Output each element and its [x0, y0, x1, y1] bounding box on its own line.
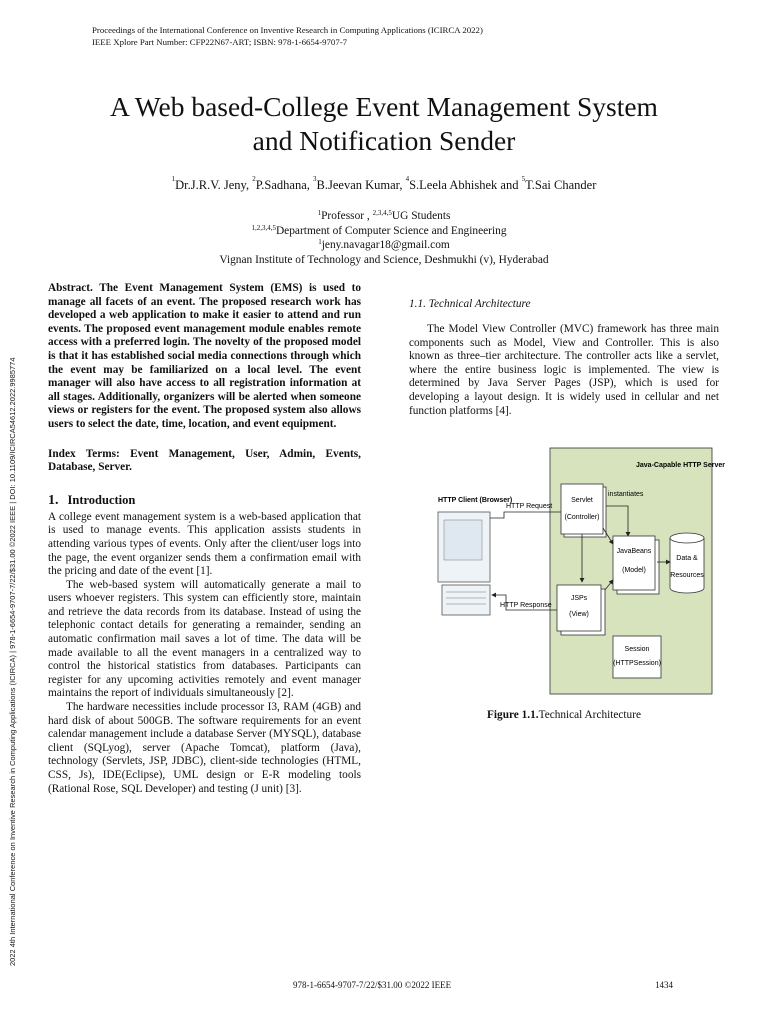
section-number: 1.	[48, 492, 59, 508]
author-sup: 4	[405, 175, 410, 183]
title-line-2: and Notification Sender	[252, 125, 516, 156]
server-label: Java-Capable HTTP Server	[636, 462, 725, 469]
affil-sup: 1,2,3,4,5	[251, 223, 276, 232]
proceedings-line-1: Proceedings of the International Conference on Inventive Research in Computing Applications (ICIRCA 2022)	[92, 25, 483, 35]
servlet-sublabel: (Controller)	[564, 514, 600, 521]
intro-paragraph: The web-based system will automatically generate a mail to users whoever registers. This system can efficiently store, maintain and retrieve the data records from its database. Instead of using the telephonic contact details for generating a remainder, sending an automatic confirmation mail saves a lot of time. The data will be made available to all the event managers in a centralized way to control the historical statistics from databases. Participants can register for any upcoming activities remotely and event manager maintains the report of individuals simultaneously [2].	[48, 578, 361, 700]
data-sublabel: Resources	[670, 572, 704, 579]
affil-text: UG Students	[391, 210, 451, 222]
affil-sup: 1	[318, 238, 322, 246]
intro-paragraph: A college event management system is a web-based application that is used to manage events. This application assists students in attending various types of events. Only after the client/user logs into the page, the event organizer sends them a confirmation email with the pricing and date of the event [1].	[48, 510, 361, 578]
figure-number: Figure 1.1.	[487, 709, 539, 721]
abstract: Abstract. The Event Management System (EMS) is used to manage all facets of an event. The proposed research work has developed a web application to make it easier to attend and run events. The proposed event management module enables remote access with a preferred login. The novelty of the proposed model is that it has established social media connections through which the event may be familiarized on a local level. The event manager will also have access to all registration information at all stages. Additionally, organizers will be alerted when someone views or registers for the event. The proposed system also allows users to select the date, time, location, and event equipment.	[48, 282, 361, 430]
javabeans-label: JavaBeans	[616, 548, 652, 555]
author-name: S.Leela Abhishek and	[409, 178, 522, 192]
affil-sup: 2,3,4,5	[372, 209, 392, 217]
figure-caption-text: Technical Architecture	[538, 709, 641, 721]
paper-title	[40, 90, 728, 158]
proceedings-line-2: IEEE Xplore Part Number: CFP22N67-ART; ISBN: 978-1-6654-9707-7	[92, 37, 348, 47]
page-number: 1434	[655, 980, 673, 990]
affil-sup: 1	[317, 209, 322, 217]
intro-paragraph: The hardware necessities include processor I3, RAM (4GB) and hard disk of about 500GB. The software requirements for an event calendar management include a database Server (MYSQL), database client (SQLyog), server (Apache Tomcat), platform (Java), technology (Servlets, JSP, JDBC), client-side technologies (HTML, CSS, Js), IDE(Eclipse), UML design or E-R modeling tools (Rational Rose, SQL Developer) and testing (J unit) [3].	[48, 701, 361, 795]
client-computer-icon	[438, 512, 490, 615]
index-terms: Index Terms: Event Management, User, Admin, Events, Database, Server.	[48, 447, 361, 474]
author-sup: 5	[521, 175, 526, 183]
author-sup: 3	[313, 175, 317, 183]
affiliation-department	[30, 224, 728, 239]
author-sup: 2	[252, 175, 256, 183]
affil-text: Department of Computer Science and Engineering	[275, 224, 507, 237]
session-sublabel: (HTTPSession)	[613, 660, 661, 667]
architecture-paragraph: The Model View Controller (MVC) framework has three main components such as Model, View and Controller. This is also known as three–tier architecture. The controller acts like a servlet, where the entire business logic is implemented. The view is determined by Java Server Pages (JSP), which is used for developing a layout design. It is widely used in cellular and net function platforms [4].	[409, 323, 719, 417]
jsps-sublabel: (View)	[569, 611, 589, 618]
architecture-diagram	[430, 440, 725, 698]
database-icon	[670, 533, 704, 593]
data-label: Data &	[676, 555, 698, 562]
response-label: HTTP Response	[500, 602, 552, 609]
affiliation-block	[40, 209, 728, 267]
title-line-1: A Web based-College Event Management System	[110, 91, 658, 122]
session-box	[613, 636, 661, 678]
author-list	[40, 175, 728, 193]
javabeans-sublabel: (Model)	[622, 567, 646, 574]
affil-text: jeny.navagar18@gmail.com	[321, 239, 450, 251]
subsection-heading: 1.1. Technical Architecture	[409, 298, 531, 310]
affil-text: Professor ,	[321, 210, 373, 222]
affiliation-email	[40, 238, 728, 253]
jsps-label: JSPs	[570, 595, 588, 602]
author-name: Dr.J.R.V. Jeny,	[175, 178, 253, 192]
instantiates-label: instantiates	[608, 491, 644, 498]
client-label: HTTP Client (Browser)	[438, 497, 513, 504]
right-column	[409, 298, 719, 418]
servlet-label: Servlet	[571, 497, 593, 504]
request-label: HTTP Request	[506, 503, 553, 510]
affiliation-roles	[40, 209, 728, 224]
proceedings-header	[92, 24, 483, 48]
footer-copyright: 978-1-6654-9707-7/22/$31.00 ©2022 IEEE	[293, 980, 452, 990]
affiliation-institute: Vignan Institute of Technology and Science, Deshmukhi (v), Hyderabad	[219, 253, 549, 266]
doi-sidebar: 2022 4th International Conference on Inventive Research in Computing Applications (ICIRCA) | 978-1-6654-9707-7/22/$31.00 ©2022 IEEE | DOI: 10.1109/ICIRCA54612.2022.9985774	[8, 357, 17, 966]
figure-caption	[409, 709, 719, 721]
author-name: B.Jeevan Kumar,	[316, 178, 406, 192]
section-title: Introduction	[67, 492, 136, 507]
author-name: P.Sadhana,	[255, 178, 314, 192]
author-sup: 1	[171, 175, 176, 183]
author-name: T.Sai Chander	[525, 178, 597, 192]
left-column	[48, 282, 361, 796]
session-label: Session	[624, 646, 650, 653]
section-heading	[48, 493, 361, 509]
